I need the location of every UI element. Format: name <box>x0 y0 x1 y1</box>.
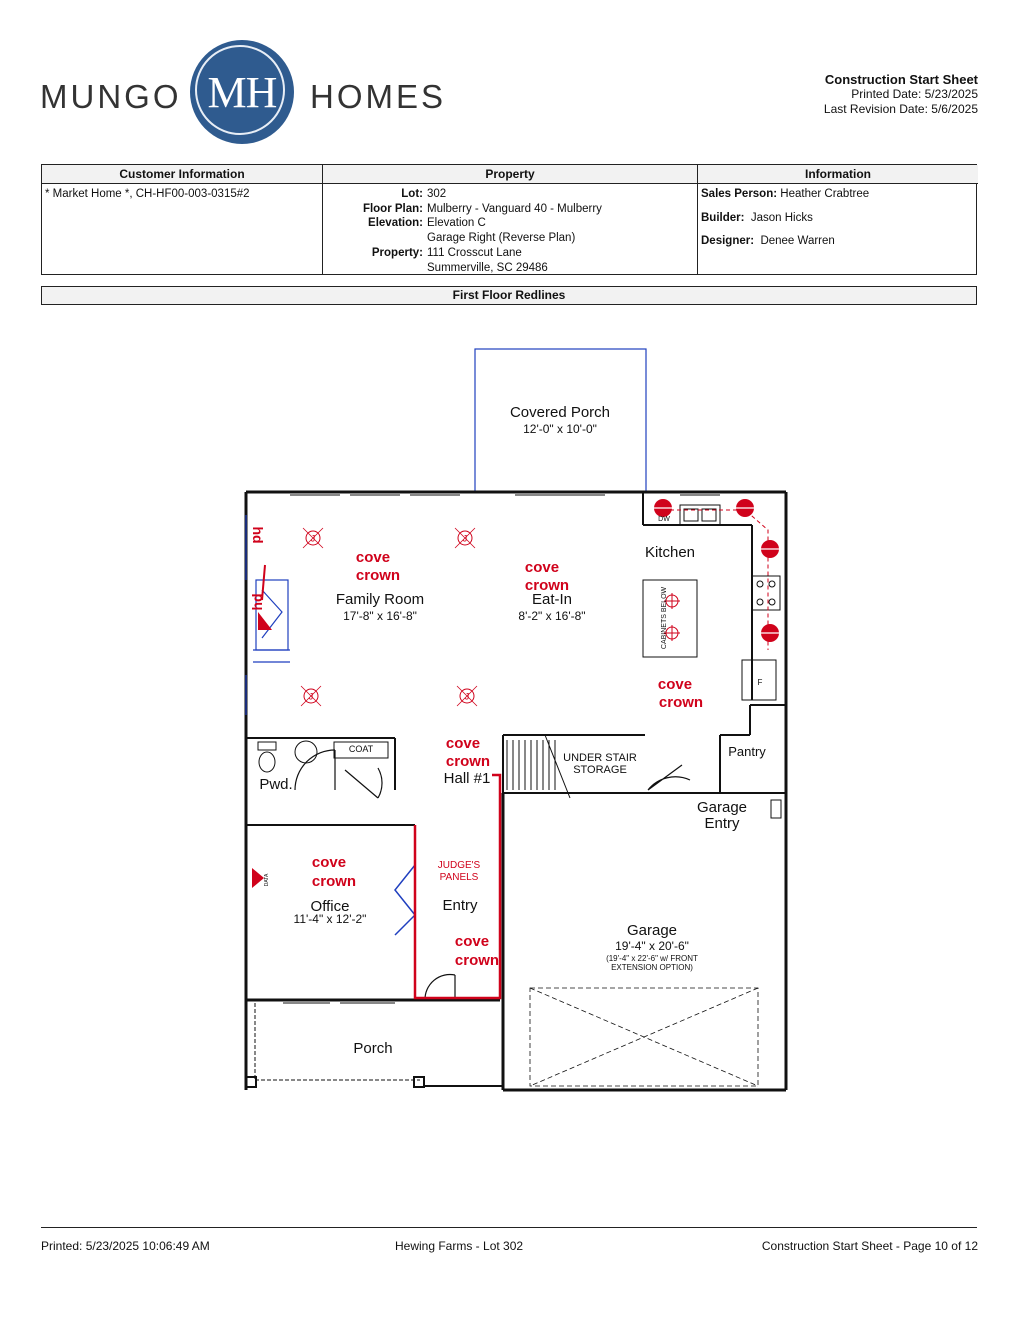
garage-entry-label-1: Garage <box>696 799 748 816</box>
eat-in-label: Eat-In <box>531 591 573 608</box>
redline-crown: crown <box>658 694 704 711</box>
customer-value: * Market Home *, CH-HF00-003-0315#2 <box>45 188 250 200</box>
kitchen-label: Kitchen <box>644 544 696 561</box>
family-room-label: Family Room <box>335 591 425 608</box>
entry-label: Entry <box>442 897 478 914</box>
junction-box-icon <box>301 686 321 706</box>
floor-plan-label: Floor Plan: <box>362 202 423 215</box>
redline-crown: crown <box>524 577 570 594</box>
redline-hd: hd <box>249 593 265 611</box>
garage-entry-label-2: Entry <box>704 815 740 832</box>
light-fixture-marks <box>654 508 779 633</box>
covered-porch-dim: 12'-0" x 10'-0" <box>523 422 597 436</box>
elevation-label: Elevation: <box>368 217 423 230</box>
redline-cove: cove <box>311 854 347 871</box>
family-room-dim: 17'-8" x 16'-8" <box>343 609 417 623</box>
brand-monogram: MH <box>207 67 277 117</box>
powder-label: Pwd. <box>259 776 293 793</box>
redline-cove: cove <box>445 735 481 752</box>
designer-value: Denee Warren <box>760 235 835 248</box>
redline-cove: cove <box>454 933 490 950</box>
builder-value: Jason Hicks <box>750 211 813 224</box>
entry-panel-door <box>395 865 415 935</box>
footer-divider <box>41 1227 977 1228</box>
garage-door-outline <box>530 988 758 1086</box>
storage-label: STORAGE <box>573 764 627 776</box>
revision-date: Last Revision Date: 5/6/2025 <box>823 102 978 116</box>
judges-panels-label-1: JUDGE'S <box>437 860 481 871</box>
data-jack-label: DATA <box>264 873 270 887</box>
stairs <box>507 735 570 798</box>
sales-value: Heather Crabtree <box>780 188 870 200</box>
address-line2: Summerville, SC 29486 <box>427 261 548 274</box>
office-label: Office <box>310 898 350 915</box>
information-header: Information <box>698 165 978 184</box>
footer-printed: Printed: 5/23/2025 10:06:49 AM <box>41 1239 210 1253</box>
property-header: Property <box>323 165 697 184</box>
lot-label: Lot: <box>401 188 423 200</box>
elevation-value: Elevation C <box>427 217 486 230</box>
redline-crown: crown <box>355 567 401 584</box>
section-title: First Floor Redlines <box>41 286 977 305</box>
covered-porch-label: Covered Porch <box>509 404 611 421</box>
printed-date: Printed Date: 5/23/2025 <box>851 87 978 101</box>
data-jack-icon <box>252 868 264 888</box>
dishwasher-label: DW <box>658 516 670 523</box>
cabinets-below-label: CABINETS BELOW <box>661 586 668 650</box>
sheet-title: Construction Start Sheet <box>824 72 978 87</box>
interior-walls <box>246 492 786 825</box>
junction-box-icon <box>303 528 323 548</box>
pantry-label: Pantry <box>728 744 766 759</box>
coat-label: COAT <box>348 744 374 754</box>
exterior-walls <box>246 492 786 1090</box>
floor-plan-value: Mulberry - Vanguard 40 - Mulberry <box>427 202 602 215</box>
redline-cove: cove <box>355 549 391 566</box>
eat-in-dim: 8'-2" x 16'-8" <box>518 609 586 623</box>
garage-orientation: Garage Right (Reverse Plan) <box>427 232 576 245</box>
sales-label: Sales Person: <box>701 188 778 200</box>
customer-header: Customer Information <box>42 165 322 184</box>
judges-panels-label-2: PANELS <box>439 872 479 883</box>
brand-left-word: MUNGO <box>40 78 182 115</box>
lot-value: 302 <box>427 188 447 200</box>
footer-project: Hewing Farms - Lot 302 <box>395 1239 524 1253</box>
junction-box-icon <box>457 686 477 706</box>
redline-cove: cove <box>524 559 560 576</box>
footer-page: Construction Start Sheet - Page 10 of 12 <box>761 1239 978 1253</box>
redline-cove: cove <box>657 676 693 693</box>
fridge-label: F <box>757 678 763 687</box>
garage-note-1: (19'-4" x 22'-6" w/ FRONT <box>606 954 698 963</box>
property-label: Property: <box>371 246 423 259</box>
redline-crown: crown <box>311 873 357 890</box>
porch-label: Porch <box>353 1040 393 1057</box>
brand-right-word: HOMES <box>310 78 447 115</box>
under-stair-label: UNDER STAIR <box>563 752 637 764</box>
hall-label: Hall #1 <box>443 770 491 787</box>
builder-label: Builder: <box>701 211 745 224</box>
redline-hd: hd <box>250 526 266 544</box>
redline-crown: crown <box>445 753 491 770</box>
redline-crown: crown <box>454 952 500 969</box>
garage-dim: 19'-4" x 20'-6" <box>615 939 689 953</box>
garage-label: Garage <box>626 922 678 939</box>
designer-label: Designer: <box>701 235 755 248</box>
fireplace <box>246 515 290 715</box>
address-line1: 111 Crosscut Lane <box>427 246 522 259</box>
garage-note-2: EXTENSION OPTION) <box>611 963 693 972</box>
office-dim: 11'-4" x 12'-2" <box>293 912 367 926</box>
junction-box-icon <box>455 528 475 548</box>
